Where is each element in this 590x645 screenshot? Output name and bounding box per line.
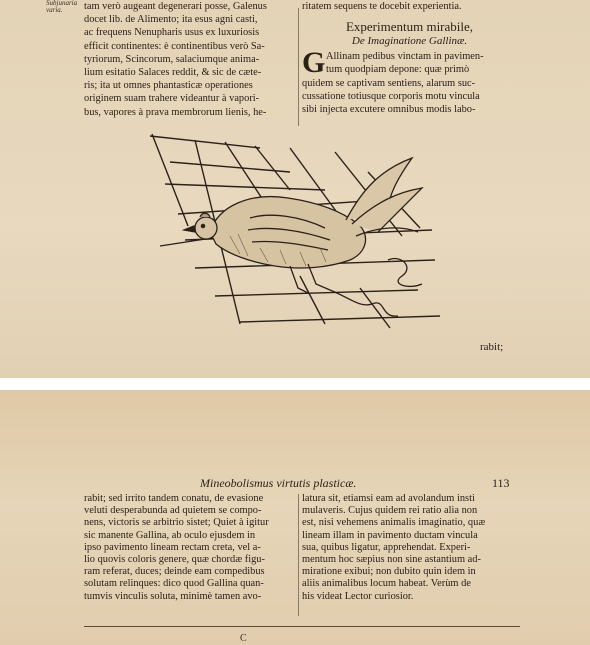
text-line: sibi injecta excutere omnibus modis labo-	[302, 104, 476, 116]
column-divider	[298, 8, 299, 126]
text-line: ris; ita ut omnes phantasticæ operationes	[84, 80, 253, 92]
text-line: miratione exibui; non dubito quin idem in	[302, 566, 476, 578]
left-column-text	[84, 493, 296, 603]
text-line: tumvis vinculis soluta, minimè tamen avo-	[84, 590, 262, 602]
text-line: aliis animalibus locum habeat. Verùm de	[302, 578, 471, 590]
text-line: docet lib. de Alimento; ita esus agni casti,	[84, 14, 258, 26]
marginal-note-line: varia.	[46, 6, 63, 14]
cut-off-text: C	[240, 633, 247, 644]
text-line: lium esitatio Salaces reddit, & sic de cæte-	[84, 67, 262, 79]
text-line: bus, vapores à prava membrorum lienis, he-	[84, 106, 267, 118]
marginal-note-line: Subjunaria	[46, 0, 78, 7]
text-line: ritatem sequens te docebit experientia.	[302, 1, 462, 12]
column-divider	[298, 494, 299, 616]
text-line: est, nisi vehemens animalis imaginatio, quæ	[302, 517, 486, 529]
experiment-subheading: De Imaginatione Gallinæ.	[351, 35, 468, 48]
text-line: lineam illam in pavimento ductam vincula	[302, 529, 478, 541]
right-column-text	[302, 493, 518, 603]
text-line: mulaveris. Cujus quidem rei ratio alia non	[302, 505, 478, 517]
text-line: sua, quibus ligatur, apprehendat. Experi-	[302, 541, 471, 553]
left-column-text	[84, 0, 296, 119]
text-line: mentum hoc sæpius non sine astantium ad-	[302, 554, 481, 566]
text-line: Allinam pedibus vinctam in pavimen-	[326, 51, 484, 63]
drop-cap: G	[302, 46, 326, 80]
experiment-heading: Experimentum mirabile,	[345, 19, 474, 35]
catchword: rabit;	[480, 341, 504, 353]
text-line: rabit; sed irrito tandem conatu, de evasione	[84, 493, 264, 504]
text-line: lio quovis coloris genere, quæ chordæ figu-	[84, 554, 265, 566]
bottom-page	[0, 390, 590, 645]
right-column-text	[302, 0, 517, 116]
text-line: cussatione totiusque corporis motu vincula	[302, 90, 480, 102]
text-line: latura sit, etiamsi eam ad avolandum insti	[302, 493, 475, 504]
text-line: ram referat, duces; deinde eam compedibus	[84, 566, 265, 578]
text-line: sic manente Gallina, ab oculo ejusdem in	[84, 529, 256, 541]
text-line: his videat Lector curiosior.	[302, 590, 414, 602]
text-line: solutam relinques: dico quod Gallina quan-	[84, 578, 264, 590]
page-number: 113	[492, 476, 510, 490]
text-line: nens, victoris se arbitrio sistet; Quiet à igitur	[84, 517, 269, 529]
footer-rule	[84, 626, 520, 627]
text-line: veluti desperabunda ad quietem se compo-	[84, 505, 262, 517]
marginal-note	[46, 0, 77, 14]
text-line: originem suam trahere videantur à vapori-	[84, 93, 260, 105]
text-line: ac frequens Nenupharis usus ex luxuriosis	[84, 27, 260, 39]
text-line: efficit continentes: è continentibus verò Sa-	[84, 40, 265, 52]
paragraph	[302, 46, 517, 116]
text-line: ipso pavimento lineam rectam creta, vel a-	[84, 541, 261, 553]
running-head: Mineobolismus virtutis plasticæ.	[200, 476, 357, 490]
hen-woodcut-illustration	[140, 128, 440, 338]
text-line: tum quodpiam depone: quæ primò	[326, 64, 470, 76]
text-line: quidem se captivam sentiens, alarum suc-	[302, 77, 476, 89]
text-line: tyriorum, Scincorum, salaciumque anima-	[84, 53, 260, 65]
text-line: tam verò augeant degenerari posse, Galenus	[84, 1, 267, 12]
